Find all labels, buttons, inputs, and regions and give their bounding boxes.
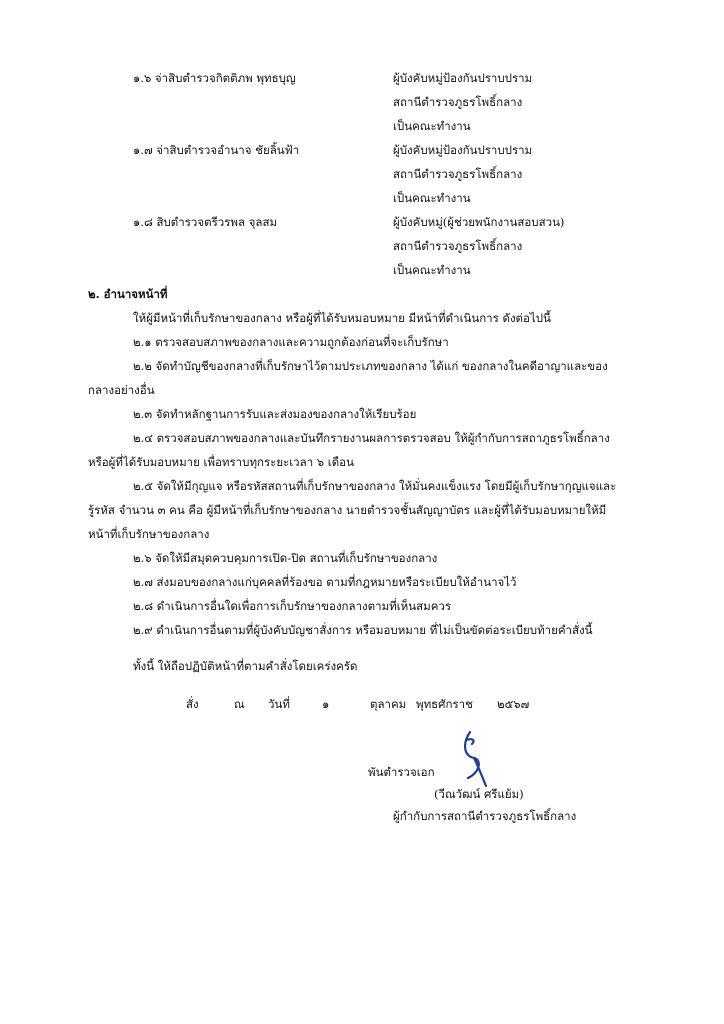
duty-item: ๒.๔ ตรวจสอบสภาพของกลางและบันทึกรายงานผลการตรวจสอบ ให้ผู้กำกับการสถาภูธรโพธิ์กลาง [133,431,610,445]
member-name: ๑.๖ จ่าสิบตำรวจกิตติภพ พุทธบุญ [133,71,296,85]
duty-item-cont: หรือผู้ที่ได้รับมอบหมาย เพื่อทราบทุกระยะเวลา ๖ เดือน [88,455,354,469]
section-intro: ให้ผู้มีหน้าที่เก็บรักษาของกลาง หรือผู้ที่ได้รับหมอบหมาย มีหน้าที่ดำเนินการ ดังต่อไปนี้ [133,311,551,325]
duty-item: ๒.๖ จัดให้มีสมุดควบคุมการเปิด-ปิด สถานที่เก็บรักษาของกลาง [133,551,438,565]
section-heading: ๒. อำนาจหน้าที่ [88,287,168,301]
signature-image [452,730,492,790]
member-unit: สถานีตำรวจภูธรโพธิ์กลาง [393,167,523,181]
signatory-name: (วีณวัฒน์ ศรีแย้ม) [434,787,524,801]
duty-item-cont: หน้าที่เก็บรักษาของกลาง [88,527,210,541]
member-duty: เป็นคณะทำงาน [393,263,471,277]
signatory-rank: พันตำรวจเอก [368,765,435,779]
duty-item: ๒.๓ จัดทำหลักฐานการรับและส่งมองของกลางให้เรียบร้อย [133,407,417,421]
member-name: ๑.๗ จ่าสิบตำรวจอำนาจ ชัยลิ้นฟ้า [133,143,300,157]
duty-item: ๒.๙ ดำเนินการอื่นตามที่ผู้บังคับบัญชาสั่งการ หรือมอบหมาย ที่ไม่เป็นขัดต่อระเบียบท้ายคำสั่งนี้ [133,623,593,637]
date-day: ๑ [322,697,330,711]
signatory-position: ผู้กำกับการสถานีตำรวจภูธรโพธิ์กลาง [393,809,577,823]
member-unit: สถานีตำรวจภูธรโพธิ์กลาง [393,239,523,253]
duty-item: ๒.๗ ส่งมอบของกลางแก่บุคคลที่ร้องขอ ตามที่กฎหมายหรือระเบียบให้อำนาจไว้ [133,575,517,589]
date-na: ณ [234,697,245,711]
date-era: พุทธศักราช [416,697,473,711]
duty-item-cont: กลางอย่างอื่น [88,383,155,397]
member-role: ผู้บังคับหมู่(ผู้ช่วยพนักงานสอบสวน) [393,215,565,229]
date-sang: สั่ง [186,697,199,711]
member-unit: สถานีตำรวจภูธรโพธิ์กลาง [393,95,523,109]
date-wanthi: วันที่ [268,697,290,711]
duty-item-cont: รู้รหัส จำนวน ๓ คน คือ ผู้มีหน้าที่เก็บรักษาของกลาง นายตำรวจชั้นสัญญาบัตร และผู้ที่ได้รับมอบหมายให้มี [88,503,607,517]
duty-item: ๒.๒ จัดทำบัญชีของกลางที่เก็บรักษาไว้ตามประเภทของกลาง ได้แก่ ของกลางในคดีอาญาและของ [133,359,608,373]
date-year: ๒๕๖๗ [497,697,530,711]
closing-statement: ทั้งนี้ ให้ถือปฏิบัติหน้าที่ตามคำสั่งโดยเคร่งครัด [133,659,358,673]
member-name: ๑.๘ สิบตำรวจตรีวรพล จุลสม [133,215,278,229]
duty-item: ๒.๘ ดำเนินการอื่นใดเพื่อการเก็บรักษาของกลางตามที่เห็นสมควร [133,599,452,613]
member-role: ผู้บังคับหมู่ป้องกันปราบปราม [393,143,533,157]
member-duty: เป็นคณะทำงาน [393,191,471,205]
member-duty: เป็นคณะทำงาน [393,119,471,133]
date-month: ตุลาคม [370,697,407,711]
duty-item: ๒.๑ ตรวจสอบสภาพของกลางและความถูกต้องก่อนที่จะเก็บรักษา [133,335,449,349]
member-role: ผู้บังคับหมู่ป้องกันปราบปราม [393,71,533,85]
duty-item: ๒.๕ จัดให้มีกุญแจ หรือรหัสสถานที่เก็บรักษาของกลาง ให้มั่นคงแข็งแรง โดยมีผู้เก็บรักษากุญแจและ [133,479,617,493]
